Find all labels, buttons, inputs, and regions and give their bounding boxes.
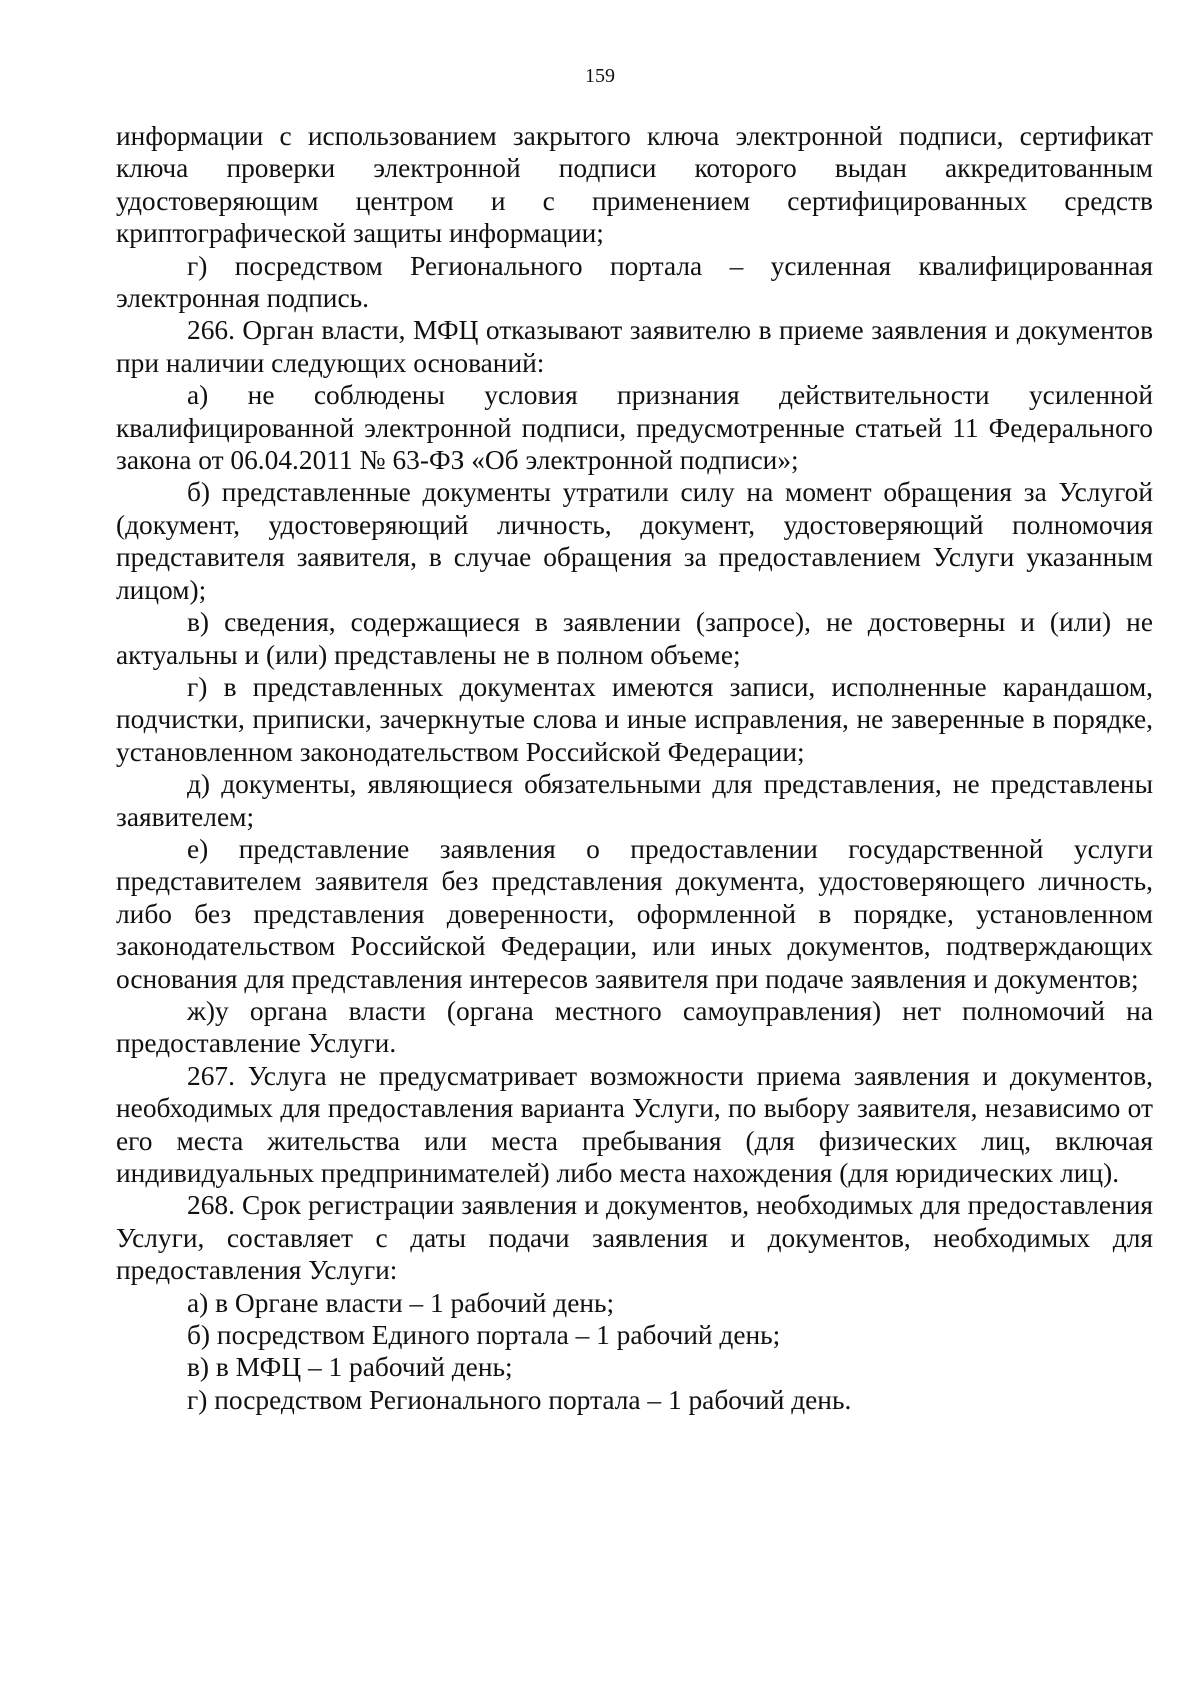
paragraph-266-item-zh: ж)у органа власти (органа местного самоуправления) нет полномочий на предоставление Услуги.: [116, 995, 1153, 1059]
paragraph-266-item-b: б) представленные документы утратили силу на момент обращения за Услугой (документ, удостоверяющий личность, документ, удостоверяющий полномочия представителя заявителя, в случае обращения за предоставлением Услуги указанным лицом);: [116, 477, 1153, 605]
paragraph-266-item-g: г) в представленных документах имеются записи, исполненные карандашом, подчистки, приписки, зачеркнутые слова и иные исправления, не заверенные в порядке, установленном законодательством Российской Федерации;: [116, 671, 1153, 767]
paragraph-268-item-g: г) посредством Регионального портала – 1 рабочий день.: [187, 1384, 852, 1415]
paragraph-266: 266. Орган власти, МФЦ отказывают заявителю в приеме заявления и документов при наличии следующих оснований:: [116, 315, 1153, 378]
page-number: 159: [585, 65, 615, 87]
paragraph-item-g-regional-portal: г) посредством Регионального портала – усиленная квалифицированная электронная подпись.: [116, 250, 1153, 314]
paragraph-268-item-v: в) в МФЦ – 1 рабочий день;: [187, 1352, 513, 1383]
paragraph-267: 267. Услуга не предусматривает возможности приема заявления и документов, необходимых для предоставления варианта Услуги, по выбору заявителя, независимо от его места жительства или места пребывания (для физических лиц, включая индивидуальных предпринимателей) либо места нахождения (для юридических лиц).: [116, 1060, 1153, 1188]
paragraph-continuation: информации с использованием закрытого ключа электронной подписи, сертификат ключа проверки электронной подписи которого выдан аккредитованным удостоверяющим центром и с применением сертифицированных средств криптографической защиты информации;: [116, 121, 1153, 249]
paragraph-266-item-a: а) не соблюдены условия признания действительности усиленной квалифицированной электронной подписи, предусмотренные статьей 11 Федерального закона от 06.04.2011 № 63-ФЗ «Об электронной подписи»;: [116, 380, 1153, 476]
paragraph-268: 268. Срок регистрации заявления и документов, необходимых для предоставления Услуги, составляет с даты подачи заявления и документов, необходимых для предоставления Услуги:: [116, 1190, 1153, 1286]
paragraph-266-item-v: в) сведения, содержащиеся в заявлении (запросе), не достоверны и (или) не актуальны и (или) представлены не в полном объеме;: [116, 607, 1153, 670]
paragraph-268-item-a: а) в Органе власти – 1 рабочий день;: [187, 1287, 615, 1318]
paragraph-266-item-e: е) представление заявления о предоставлении государственной услуги представителем заявителя без представления документа, удостоверяющего личность, либо без представления доверенности, оформленной в порядке, установленном законодательством Российской Федерации, или иных документов, подтверждающих основания для представления интересов заявителя при подаче заявления и документов;: [116, 833, 1153, 994]
document-body: [116, 120, 1153, 1416]
paragraph-266-item-d: д) документы, являющиеся обязательными для представления, не представлены заявителем;: [116, 769, 1153, 832]
paragraph-268-item-b: б) посредством Единого портала – 1 рабочий день;: [187, 1320, 781, 1351]
